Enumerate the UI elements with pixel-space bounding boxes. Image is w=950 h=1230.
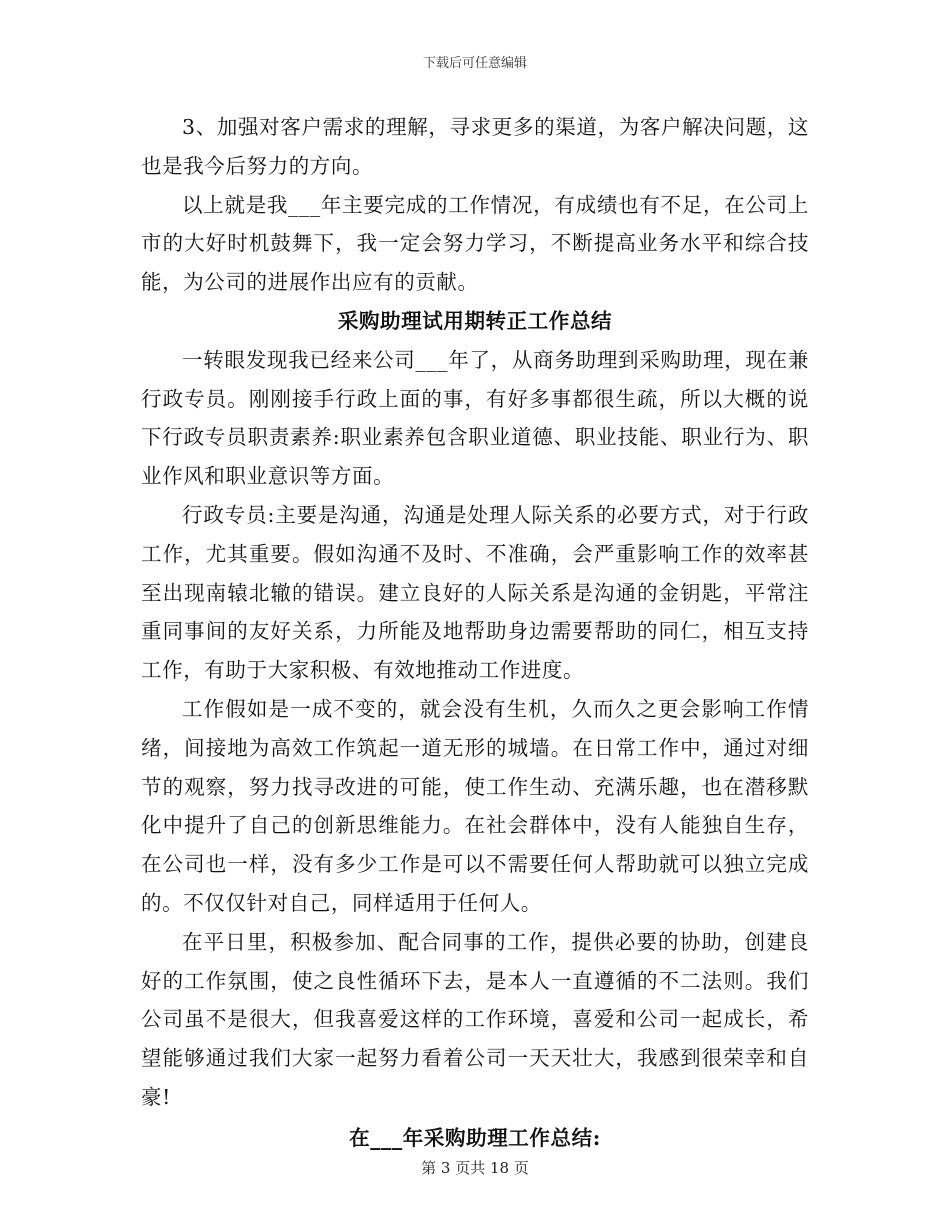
paragraph: 行政专员:主要是沟通，沟通是处理人际关系的必要方式，对于行政工作，尤其重要。假如沟通不及时、不准确，会严重影响工作的效率甚至出现南辕北辙的错误。建立良好的人际关系是沟通的金钥匙，平常注重同事间的友好关系，力所能及地帮助身边需要帮助的同仁，相互支持工作，有助于大家积极、有效地推动工作进度。 — [141, 502, 809, 683]
page-footer: 第 3 页共 18 页 — [421, 1159, 529, 1177]
paragraph: 以上就是我___年主要完成的工作情况，有成绩也有不足，在公司上市的大好时机鼓舞下，我一定会努力学习，不断提高业务水平和综合技能，为公司的进展作出应有的贡献。 — [141, 192, 809, 295]
paragraph: 一转眼发现我已经来公司___年了，从商务助理到采购助理，现在兼行政专员。刚刚接手行政上面的事，有好多事都很生疏，所以大概的说下行政专员职责素养:职业素养包含职业道德、职业技能、职业行为、职业作风和职业意识等方面。 — [141, 347, 809, 489]
page-header: 下载后可任意编辑 — [422, 56, 527, 71]
paragraph: 3、加强对客户需求的理解，寻求更多的渠道，为客户解决问题，这也是我今后努力的方向。 — [141, 115, 809, 178]
document-body — [141, 108, 809, 1158]
paragraph: 工作假如是一成不变的，就会没有生机，久而久之更会影响工作情绪，间接地为高效工作筑起一道无形的城墙。在日常工作中，通过对细节的观察，努力找寻改进的可能，使工作生动、充满乐趣，也在潜移默化中提升了自己的创新思维能力。在社会群体中，没有人能独自生存，在公司也一样，没有多少工作是可以不需要任何人帮助就可以独立完成的。不仅仅针对自己，同样适用于任何人。 — [141, 696, 809, 915]
paragraph: 在平日里，积极参加、配合同事的工作，提供必要的协助，创建良好的工作氛围，使之良性循环下去，是本人一直遵循的不二法则。我们公司虽不是很大，但我喜爱这样的工作环境，喜爱和公司一起成长，希望能够通过我们大家一起努力看着公司一天天壮大，我感到很荣幸和自豪! — [141, 929, 809, 1109]
section-heading: 采购助理试用期转正工作总结 — [337, 308, 613, 333]
section-heading: 在___年采购助理工作总结: — [349, 1125, 601, 1150]
